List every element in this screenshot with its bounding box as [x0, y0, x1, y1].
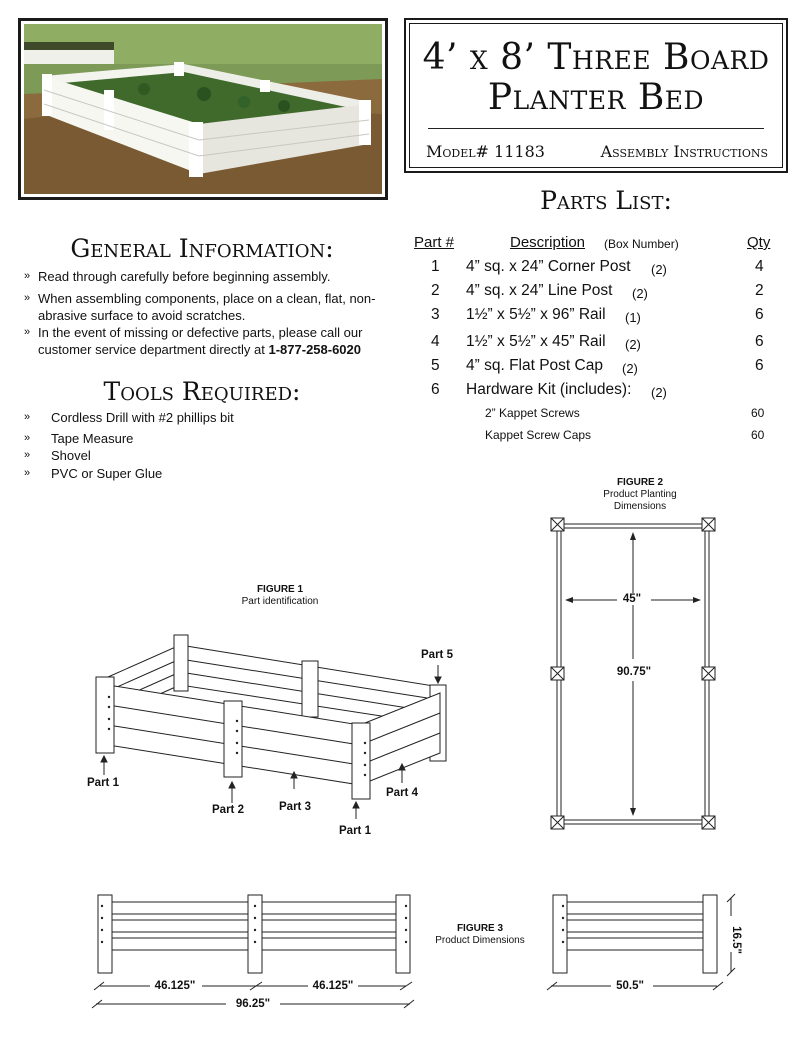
part-number: 3: [431, 306, 440, 323]
hardware-qty: 60: [751, 428, 765, 442]
part-number: 5: [431, 357, 440, 374]
bullet-icon: »: [24, 449, 31, 461]
part-description: Hardware Kit (includes):: [466, 381, 632, 398]
general-item-1: » Read through carefully before beginning assembly.: [24, 269, 331, 284]
model-number: Model# 11183: [426, 142, 545, 161]
bullet-icon: »: [24, 270, 31, 282]
figure-3-caption: FIGURE 3 Product Dimensions: [435, 923, 525, 946]
tool-item-3: » Shovel: [24, 448, 91, 463]
label-part-3: Part 3: [279, 801, 311, 813]
part-description: 4” sq. x 24” Line Post: [466, 282, 613, 299]
part-box: (2): [622, 361, 638, 376]
part-qty: 4: [755, 258, 764, 275]
general-info-heading: General Information:: [70, 234, 334, 263]
part-number: 1: [431, 258, 440, 275]
part-box: (2): [651, 262, 667, 277]
bullet-icon: »: [24, 467, 31, 479]
label-part-2: Part 2: [212, 804, 244, 816]
back-corner-post: [174, 635, 188, 691]
figure-3-side-drawing: [90, 890, 420, 1015]
parts-col-box: (Box Number): [604, 237, 679, 251]
part-number: 2: [431, 282, 440, 299]
tool-item-2: » Tape Measure: [24, 431, 134, 446]
part-description: 1½” x 5½” x 45” Rail: [466, 333, 606, 350]
back-line-post: [302, 661, 318, 717]
phone-number: 1-877-258-6020: [268, 342, 362, 357]
bullet-icon: »: [24, 326, 31, 338]
general-item-2: » When assembling components, place on a clean, flat, non-abrasive surface to avoid scratches.: [24, 291, 376, 323]
part-description: 4” sq. Flat Post Cap: [466, 357, 603, 374]
figure-3-height: 16.5": [730, 926, 742, 954]
part-qty: 6: [755, 357, 764, 374]
general-item-3: » In the event of missing or defective parts, please call our customer service department directly at 1-877-258-6020: [24, 325, 363, 357]
product-photo-frame: [18, 18, 388, 200]
tool-item-4: » PVC or Super Glue: [24, 466, 163, 481]
title-line-2: Planter Bed: [487, 77, 705, 118]
front-right-corner-post: [352, 723, 370, 799]
hardware-item: 2” Kappet Screws: [485, 406, 580, 420]
figure-3-total-length: 96.25": [235, 998, 271, 1010]
part-qty: 2: [755, 282, 764, 299]
figure-3-segment-2: 46.125": [312, 980, 354, 992]
figure-2-width: 45": [617, 593, 647, 605]
part-description: 4” sq. x 24” Corner Post: [466, 258, 631, 275]
assembly-instructions-label: Assembly Instructions: [600, 142, 768, 161]
part-description: 1½” x 5½” x 96” Rail: [466, 306, 606, 323]
figure-2-length: 90.75": [611, 666, 657, 678]
page-title: [410, 38, 782, 118]
parts-col-part: Part #: [414, 234, 455, 251]
front-line-post: [224, 701, 242, 777]
figure-3-width: 50.5": [616, 980, 644, 992]
bullet-icon: »: [24, 411, 31, 423]
label-part-1: Part 1: [87, 777, 119, 789]
parts-list-heading: Parts List:: [540, 186, 672, 215]
title-divider: [428, 128, 764, 129]
front-left-corner-post: [96, 677, 114, 753]
product-photo: [24, 24, 382, 194]
parts-col-qty: Qty: [747, 234, 771, 251]
hardware-item: Kappet Screw Caps: [485, 428, 592, 442]
title-box: [404, 18, 788, 173]
part-box: (2): [632, 286, 648, 301]
figure-3-segment-1: 46.125": [154, 980, 196, 992]
parts-col-desc: Description: [510, 234, 586, 251]
part-box: (2): [625, 337, 641, 352]
part-box: (1): [625, 310, 641, 325]
bullet-icon: »: [24, 432, 31, 444]
figure-2-caption: FIGURE 2 Product Planting Dimensions: [603, 477, 677, 512]
part-qty: 6: [755, 306, 764, 323]
label-part-4: Part 4: [386, 787, 418, 799]
part-number: 6: [431, 381, 440, 398]
tool-item-1: » Cordless Drill with #2 phillips bit: [24, 410, 234, 425]
label-part-5: Part 5: [421, 649, 453, 661]
hardware-qty: 60: [751, 406, 765, 420]
bullet-icon: »: [24, 292, 31, 304]
label-part-1-second: Part 1: [339, 825, 371, 837]
figure-1-caption: FIGURE 1 Part identification: [241, 584, 319, 607]
part-qty: 6: [755, 333, 764, 350]
title-line-1: 4’ x 8’ Three Board: [422, 37, 770, 78]
part-number: 4: [431, 333, 440, 350]
part-box: (2): [651, 385, 667, 400]
tools-heading: Tools Required:: [103, 377, 301, 406]
